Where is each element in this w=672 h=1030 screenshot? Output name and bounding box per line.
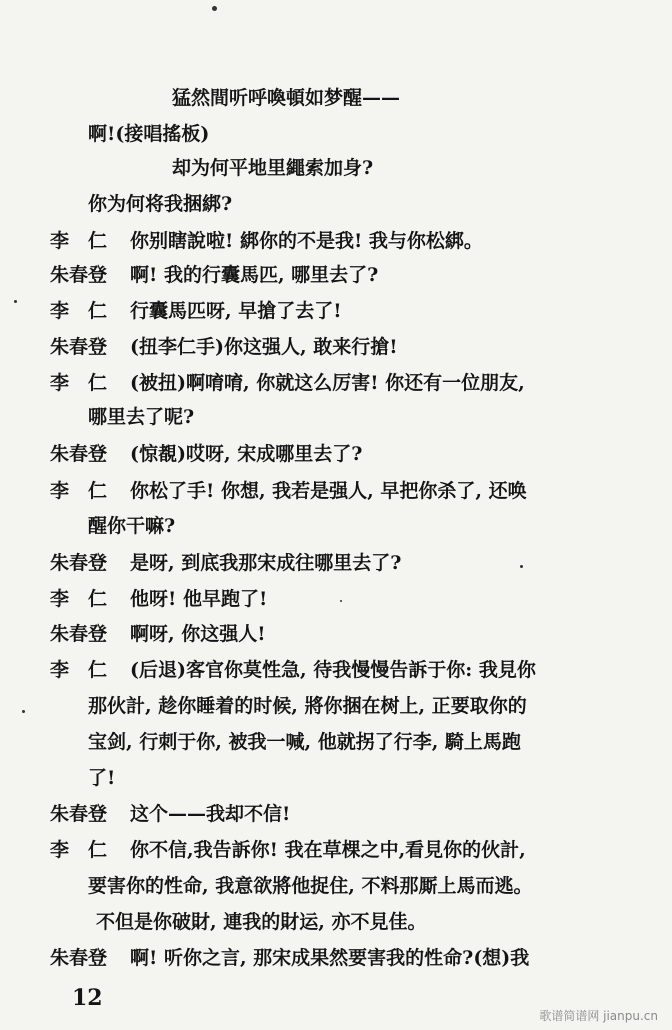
dialogue-line: 你别瞎說啦! 綁你的不是我! 我与你松綁。 <box>130 230 483 252</box>
dialogue-line: 是呀, 到底我那宋成往哪里去了? <box>130 552 402 574</box>
speaker-name: 朱春登 <box>50 623 108 645</box>
dialogue-line: 行囊馬匹呀, 早搶了去了! <box>130 300 342 322</box>
dialogue-continuation: 醒你干嘛? <box>88 515 176 537</box>
dialogue-line: 啊呀, 你这强人! <box>130 623 266 645</box>
speaker-name: 朱春登 <box>50 264 108 286</box>
speaker-name: 朱春登 <box>50 443 108 465</box>
dialogue-continuation: 要害你的性命, 我意欲將他捉住, 不料那厮上馬而逃。 <box>88 875 533 897</box>
sung-line-2: 你为何将我捆綁? <box>88 193 233 215</box>
speaker-name: 朱春登 <box>50 803 108 825</box>
dialogue-line: 啊! 我的行囊馬匹, 哪里去了? <box>130 264 379 286</box>
speaker-name: 朱春登 <box>50 336 108 358</box>
speaker-name: 李 仁 <box>50 480 108 502</box>
watermark: 歌谱简谱网 jianpu.cn <box>539 1009 658 1023</box>
dialogue-line: (惊覩)哎呀, 宋成哪里去了? <box>130 443 363 465</box>
speaker-name: 李 仁 <box>50 839 108 861</box>
dialogue-line: 你松了手! 你想, 我若是强人, 早把你杀了, 还唤 <box>130 480 527 502</box>
dialogue-continuation: 宝剑, 行刺于你, 被我一喊, 他就拐了行李, 騎上馬跑 <box>88 731 521 753</box>
speaker-name: 朱春登 <box>50 947 108 969</box>
dialogue-line: 他呀! 他早跑了! <box>130 588 268 610</box>
speaker-name: 李 仁 <box>50 372 108 394</box>
dialogue-line: 你不信,我告訴你! 我在草棵之中,看見你的伙計, <box>130 839 526 861</box>
print-speck <box>22 710 25 713</box>
print-speck <box>520 565 523 568</box>
dialogue-line: (后退)客官你莫性急, 待我慢慢告訴于你: 我見你 <box>130 659 536 681</box>
page-number: 12 <box>72 985 103 1011</box>
dialogue-continuation: 不但是你破財, 連我的財运, 亦不見佳。 <box>96 911 427 933</box>
dialogue-line: (扭李仁手)你这强人, 敢来行搶! <box>130 336 398 358</box>
speaker-name: 李 仁 <box>50 659 108 681</box>
print-speck <box>340 600 342 602</box>
print-speck <box>14 300 17 303</box>
dialogue-line: 这个——我却不信! <box>130 803 291 825</box>
dialogue-continuation: 哪里去了呢? <box>88 406 195 428</box>
dialogue-continuation: 了! <box>88 767 116 789</box>
dialogue-continuation: 那伙計, 趁你睡着的时候, 將你捆在树上, 正要取你的 <box>88 695 527 717</box>
speaker-name: 李 仁 <box>50 588 108 610</box>
speaker-name: 朱春登 <box>50 552 108 574</box>
heading-line: 猛然間听呼喚頓如梦醒—— <box>172 87 401 109</box>
print-speck <box>212 6 217 11</box>
speaker-name: 李 仁 <box>50 230 108 252</box>
stage-cue: 啊!(接唱搖板) <box>88 123 210 145</box>
sung-line: 却为何平地里繩索加身? <box>172 157 374 179</box>
dialogue-line: (被扭)啊唷唷, 你就这么厉害! 你还有一位朋友, <box>130 372 525 394</box>
speaker-name: 李 仁 <box>50 300 108 322</box>
dialogue-line: 啊! 听你之言, 那宋成果然要害我的性命?(想)我 <box>130 947 530 969</box>
